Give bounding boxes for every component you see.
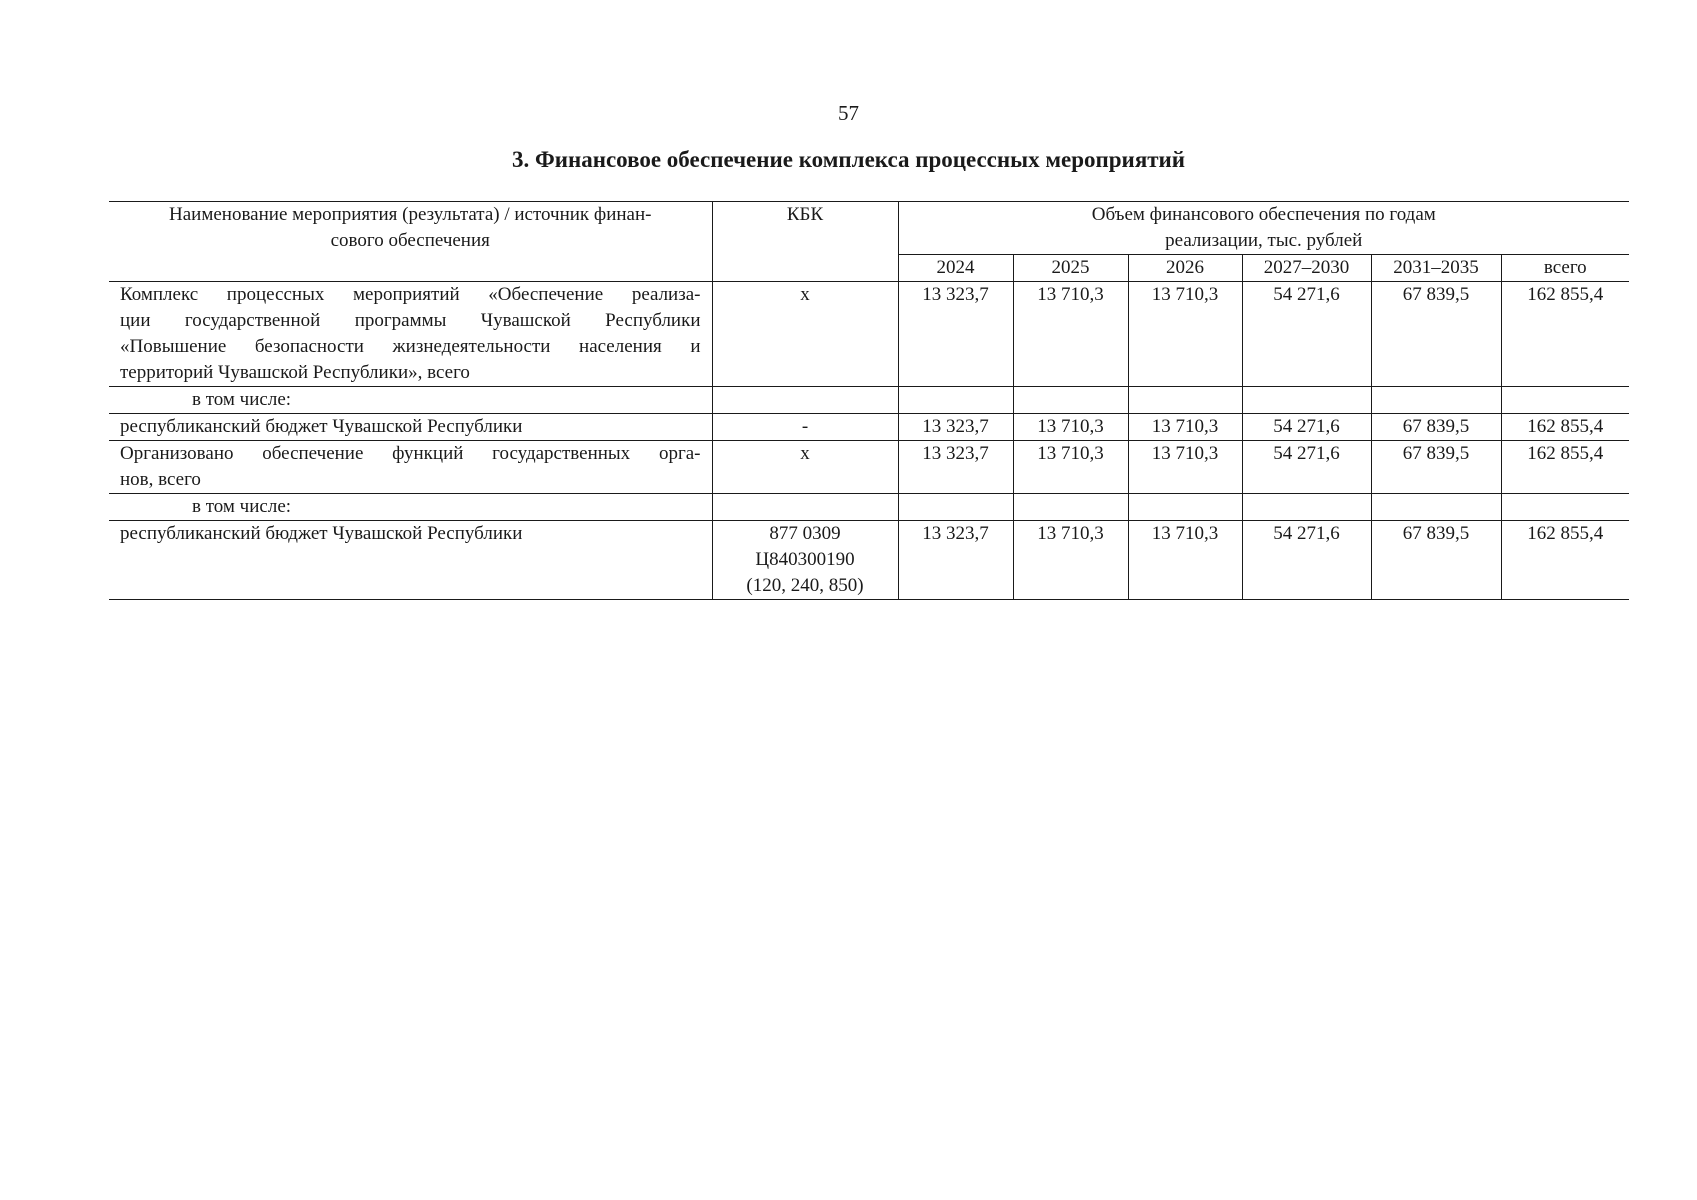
row-value xyxy=(1128,387,1242,414)
row-value: 13 710,3 xyxy=(1013,414,1128,441)
row-name-line: Организовано обеспечение функций государственных орга- xyxy=(120,443,701,464)
row-name: в том числе: xyxy=(109,494,712,521)
header-volume-line-2: реализации, тыс. рублей xyxy=(1165,230,1363,251)
table-row xyxy=(109,414,1629,441)
row-value: 13 323,7 xyxy=(898,521,1013,600)
row-value xyxy=(1128,494,1242,521)
row-value xyxy=(898,494,1013,521)
header-year: 2027–2030 xyxy=(1242,255,1371,282)
row-value: 54 271,6 xyxy=(1242,282,1371,387)
row-kbk-line: (120, 240, 850) xyxy=(746,575,864,596)
row-value: 13 710,3 xyxy=(1128,441,1242,494)
row-value xyxy=(1013,494,1128,521)
row-value xyxy=(1013,387,1128,414)
row-value: 13 323,7 xyxy=(898,441,1013,494)
row-value: 54 271,6 xyxy=(1242,441,1371,494)
row-value: 13 710,3 xyxy=(1128,282,1242,387)
row-value: 67 839,5 xyxy=(1371,521,1501,600)
row-kbk-line: Ц840300190 xyxy=(755,549,855,570)
row-value: 13 323,7 xyxy=(898,282,1013,387)
row-name: в том числе: xyxy=(109,387,712,414)
row-kbk xyxy=(712,494,898,521)
table-row xyxy=(109,494,1629,521)
table-row xyxy=(109,387,1629,414)
row-value: 67 839,5 xyxy=(1371,414,1501,441)
row-value: 13 323,7 xyxy=(898,414,1013,441)
table-header-row xyxy=(109,202,1629,255)
row-name-line: «Повышение безопасности жизнедеятельности населения и xyxy=(120,336,701,357)
row-name-line: территорий Чувашской Республики», всего xyxy=(120,362,470,383)
row-name xyxy=(109,441,712,494)
table-row xyxy=(109,441,1629,494)
header-name-line-2: сового обеспечения xyxy=(330,230,490,251)
row-value: 67 839,5 xyxy=(1371,441,1501,494)
header-year: 2025 xyxy=(1013,255,1128,282)
header-year-total: всего xyxy=(1501,255,1629,282)
header-volume-column xyxy=(898,202,1629,255)
row-value-total xyxy=(1501,387,1629,414)
row-name: республиканский бюджет Чувашской Республики xyxy=(109,414,712,441)
header-name-column xyxy=(109,202,712,282)
row-value: 13 710,3 xyxy=(1128,521,1242,600)
row-value: 13 710,3 xyxy=(1128,414,1242,441)
row-value-total: 162 855,4 xyxy=(1501,441,1629,494)
header-name-line-1: Наименование мероприятия (результата) / источник финан- xyxy=(169,204,652,225)
row-name-line: нов, всего xyxy=(120,469,201,490)
row-value xyxy=(1242,387,1371,414)
table-row xyxy=(109,521,1629,600)
row-kbk-line: 877 0309 xyxy=(769,523,841,544)
row-kbk: x xyxy=(712,441,898,494)
row-value-total: 162 855,4 xyxy=(1501,414,1629,441)
row-value xyxy=(1371,387,1501,414)
row-value: 13 710,3 xyxy=(1013,521,1128,600)
row-kbk xyxy=(712,387,898,414)
header-year: 2026 xyxy=(1128,255,1242,282)
table-row xyxy=(109,282,1629,387)
row-name: республиканский бюджет Чувашской Республики xyxy=(109,521,712,600)
header-kbk-column: КБК xyxy=(712,202,898,282)
row-kbk xyxy=(712,521,898,600)
header-year: 2024 xyxy=(898,255,1013,282)
financing-table xyxy=(109,201,1629,600)
header-volume-line-1: Объем финансового обеспечения по годам xyxy=(1091,204,1436,225)
row-value-total xyxy=(1501,494,1629,521)
row-value-total: 162 855,4 xyxy=(1501,521,1629,600)
row-kbk: x xyxy=(712,282,898,387)
section-title: 3. Финансовое обеспечение комплекса процессных мероприятий xyxy=(511,147,1186,172)
row-value: 13 710,3 xyxy=(1013,282,1128,387)
row-value xyxy=(1242,494,1371,521)
row-value xyxy=(898,387,1013,414)
row-name-line: ции государственной программы Чувашской Республики xyxy=(120,310,701,331)
row-name xyxy=(109,282,712,387)
page-number: 57 xyxy=(838,101,859,125)
row-value: 54 271,6 xyxy=(1242,414,1371,441)
header-year: 2031–2035 xyxy=(1371,255,1501,282)
row-value: 13 710,3 xyxy=(1013,441,1128,494)
row-name-line: Комплекс процессных мероприятий «Обеспечение реализа- xyxy=(120,284,701,305)
row-value: 54 271,6 xyxy=(1242,521,1371,600)
row-kbk: - xyxy=(712,414,898,441)
row-value-total: 162 855,4 xyxy=(1501,282,1629,387)
row-value: 67 839,5 xyxy=(1371,282,1501,387)
row-value xyxy=(1371,494,1501,521)
